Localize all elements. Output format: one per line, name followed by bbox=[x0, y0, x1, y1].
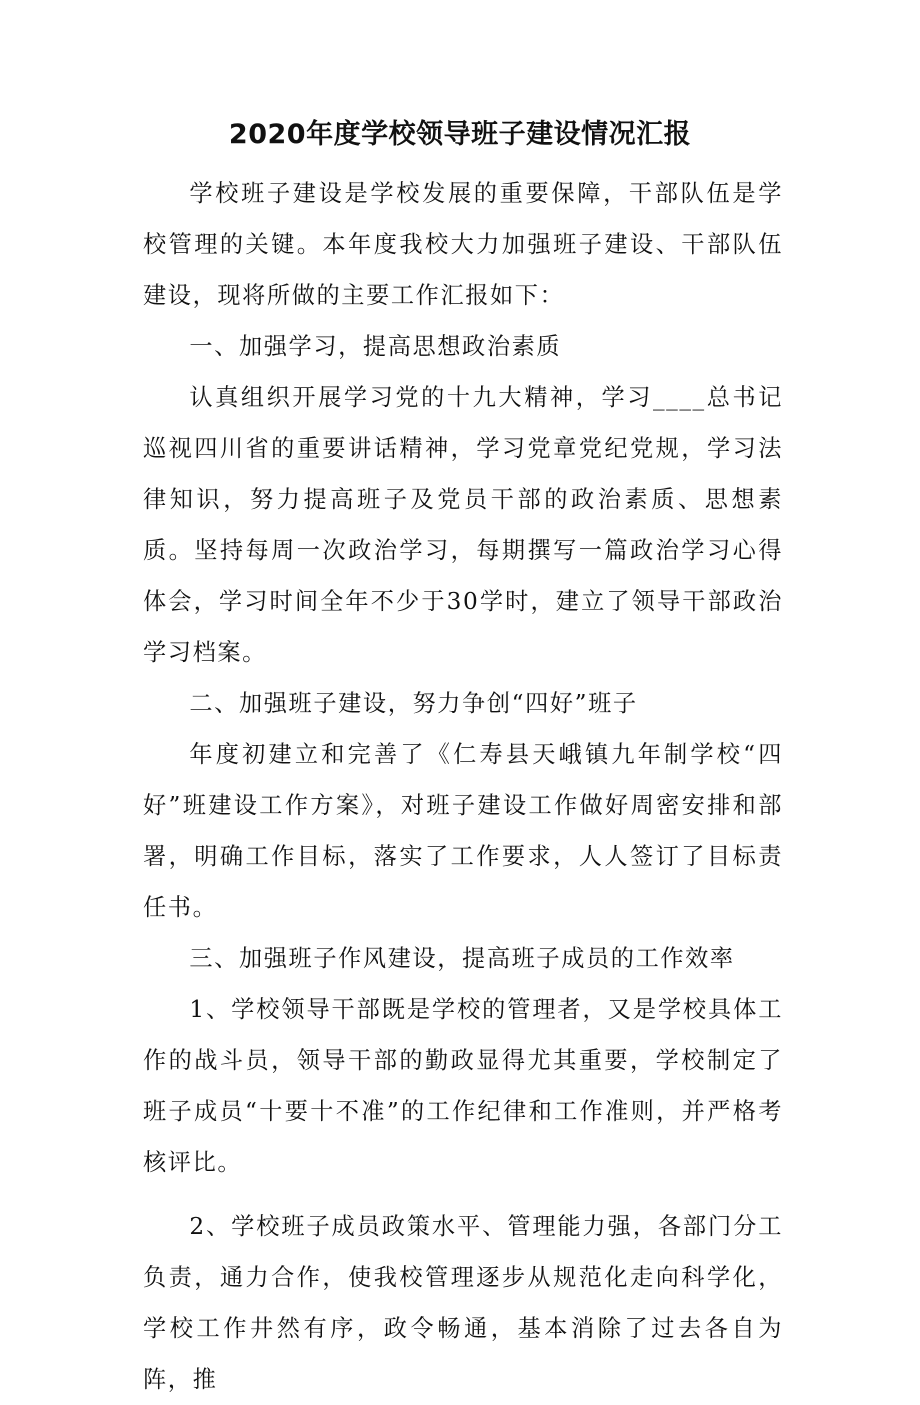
body-paragraph: 认真组织开展学习党的十九大精神，学习____总书记巡视四川省的重要讲话精神，学习党章党纪党规，学习法律知识，努力提高班子及党员干部的政治素质、思想素质。坚持每周一次政治学习，每期撰写一篇政治学习心得体会，学习时间全年不少于30学时，建立了领导干部政治学习档案。 bbox=[143, 384, 783, 666]
body-paragraph: 1、学校领导干部既是学校的管理者，又是学校具体工作的战斗员，领导干部的勤政显得尤其重要，学校制定了班子成员“十要十不准”的工作纪律和工作准则，并严格考核评比。 bbox=[143, 996, 783, 1176]
document-body bbox=[143, 168, 783, 1405]
body-paragraph: 2、学校班子成员政策水平、管理能力强，各部门分工负责，通力合作，使我校管理逐步从规范化走向科学化，学校工作井然有序，政令畅通，基本消除了过去各自为阵，推 bbox=[143, 1213, 783, 1393]
document-title: 2020年度学校领导班子建设情况汇报 bbox=[228, 119, 692, 150]
section-heading-2: 二、加强班子建设，努力争创“四好”班子 bbox=[189, 690, 638, 717]
body-paragraph: 年度初建立和完善了《仁寿县天峨镇九年制学校“四好”班建设工作方案》，对班子建设工作做好周密安排和部署，明确工作目标，落实了工作要求，人人签订了目标责任书。 bbox=[143, 741, 783, 921]
intro-paragraph: 学校班子建设是学校发展的重要保障，干部队伍是学校管理的关键。本年度我校大力加强班子建设、干部队伍建设，现将所做的主要工作汇报如下： bbox=[143, 180, 783, 309]
section-heading-1: 一、加强学习，提高思想政治素质 bbox=[189, 333, 562, 360]
section-heading-3: 三、加强班子作风建设，提高班子成员的工作效率 bbox=[189, 945, 735, 972]
